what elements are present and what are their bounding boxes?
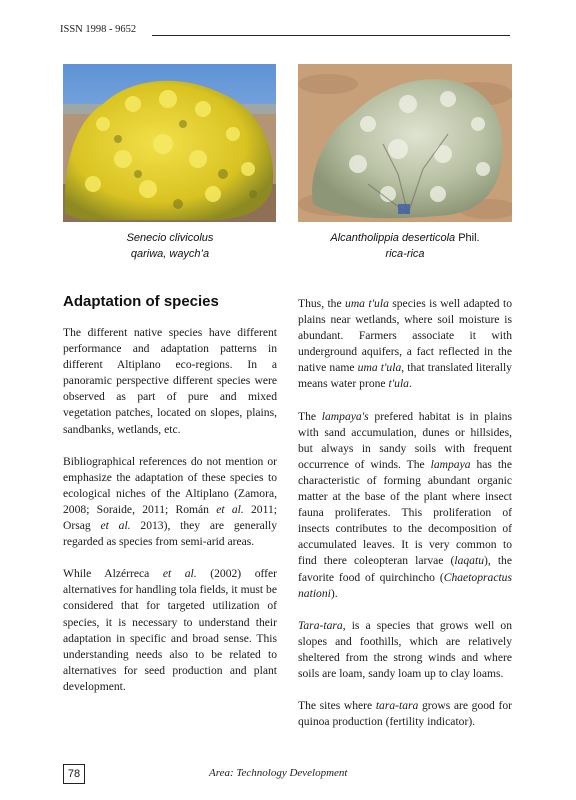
paragraph: While Alzérreca et al. (2002) offer alternatives for handling tola fields, it must be considered that for targeted utilization of species, it is necessary to understand their adaptation in specific and broad sense. This understanding needs also to be related to alternatives for seed production and plant development. [63,567,278,693]
species-name: Alcantholippia deserticola Phil. [330,232,480,244]
paragraph: Thus, the uma t'ula species is well adapted to plains near wetlands, where soil moisture is abundant. Farmers associate it with underground aquifers, a fact reflected in the native name uma t'ula, that translated literally means water prone t'ula. [298,297,512,391]
figure-caption-1 [63,230,277,262]
photo-alcantholippia-deserticola [298,64,512,222]
common-name: rica-rica [385,248,425,260]
issn-label: ISSN 1998 - 9652 [60,24,137,35]
right-column [298,296,512,746]
paragraph: Tara-tara, is a species that grows well on slopes and foothills, which are relatively sheltered from the strong winds and where soils are loam, sandy loam up to clay loams. [298,618,512,680]
left-column [63,292,277,711]
page-number: 78 [63,764,85,784]
paragraph: The lampaya's prefered habitat is in plains with sand accumulation, dunes or hillsides, but always in sandy soils with frequent occurrence of winds. The lampaya has the characteristic of forming abundant organic matter at the base of the plant where insect fauna proliferates. This proliferation of insects contributes to the decomposition of accumulated leaves. It is very common to find there coleopteran larvae (laqatu), the favorite food of quirchincho (Chaetopractus nationi). [298,409,512,600]
paragraph: The sites where tara-tara grows are good for quinoa production (fertility indicator). [298,699,512,729]
species-name: Senecio clivicolus [126,232,214,244]
paragraph: Bibliographical references do not mention or emphasize the adaptation of these species to ecological niches of the Altiplano (Zamora, 2008; Soraide, 2011; Román et al. 2011; Orsag et al. 2013), they are generally regarded as species from semi-arid areas. [63,454,277,549]
paragraph: The different native species have different performance and adaptation patterns in different Altiplano eco-regions. In a panoramic perspective different species were observed as part of pure and mixed vegetation patches, located on slopes, plains, sandbanks, wetlands, etc. [63,326,277,436]
header-rule [152,35,510,36]
photo-senecio-clivicolus [63,64,276,222]
footer-area-label: Area: Technology Development [209,767,348,779]
figure-caption-2 [298,230,512,262]
page-footer [63,764,513,784]
section-title: Adaptation of species [63,293,219,310]
page-header [60,24,510,40]
common-name: qariwa, waych’a [130,248,210,260]
